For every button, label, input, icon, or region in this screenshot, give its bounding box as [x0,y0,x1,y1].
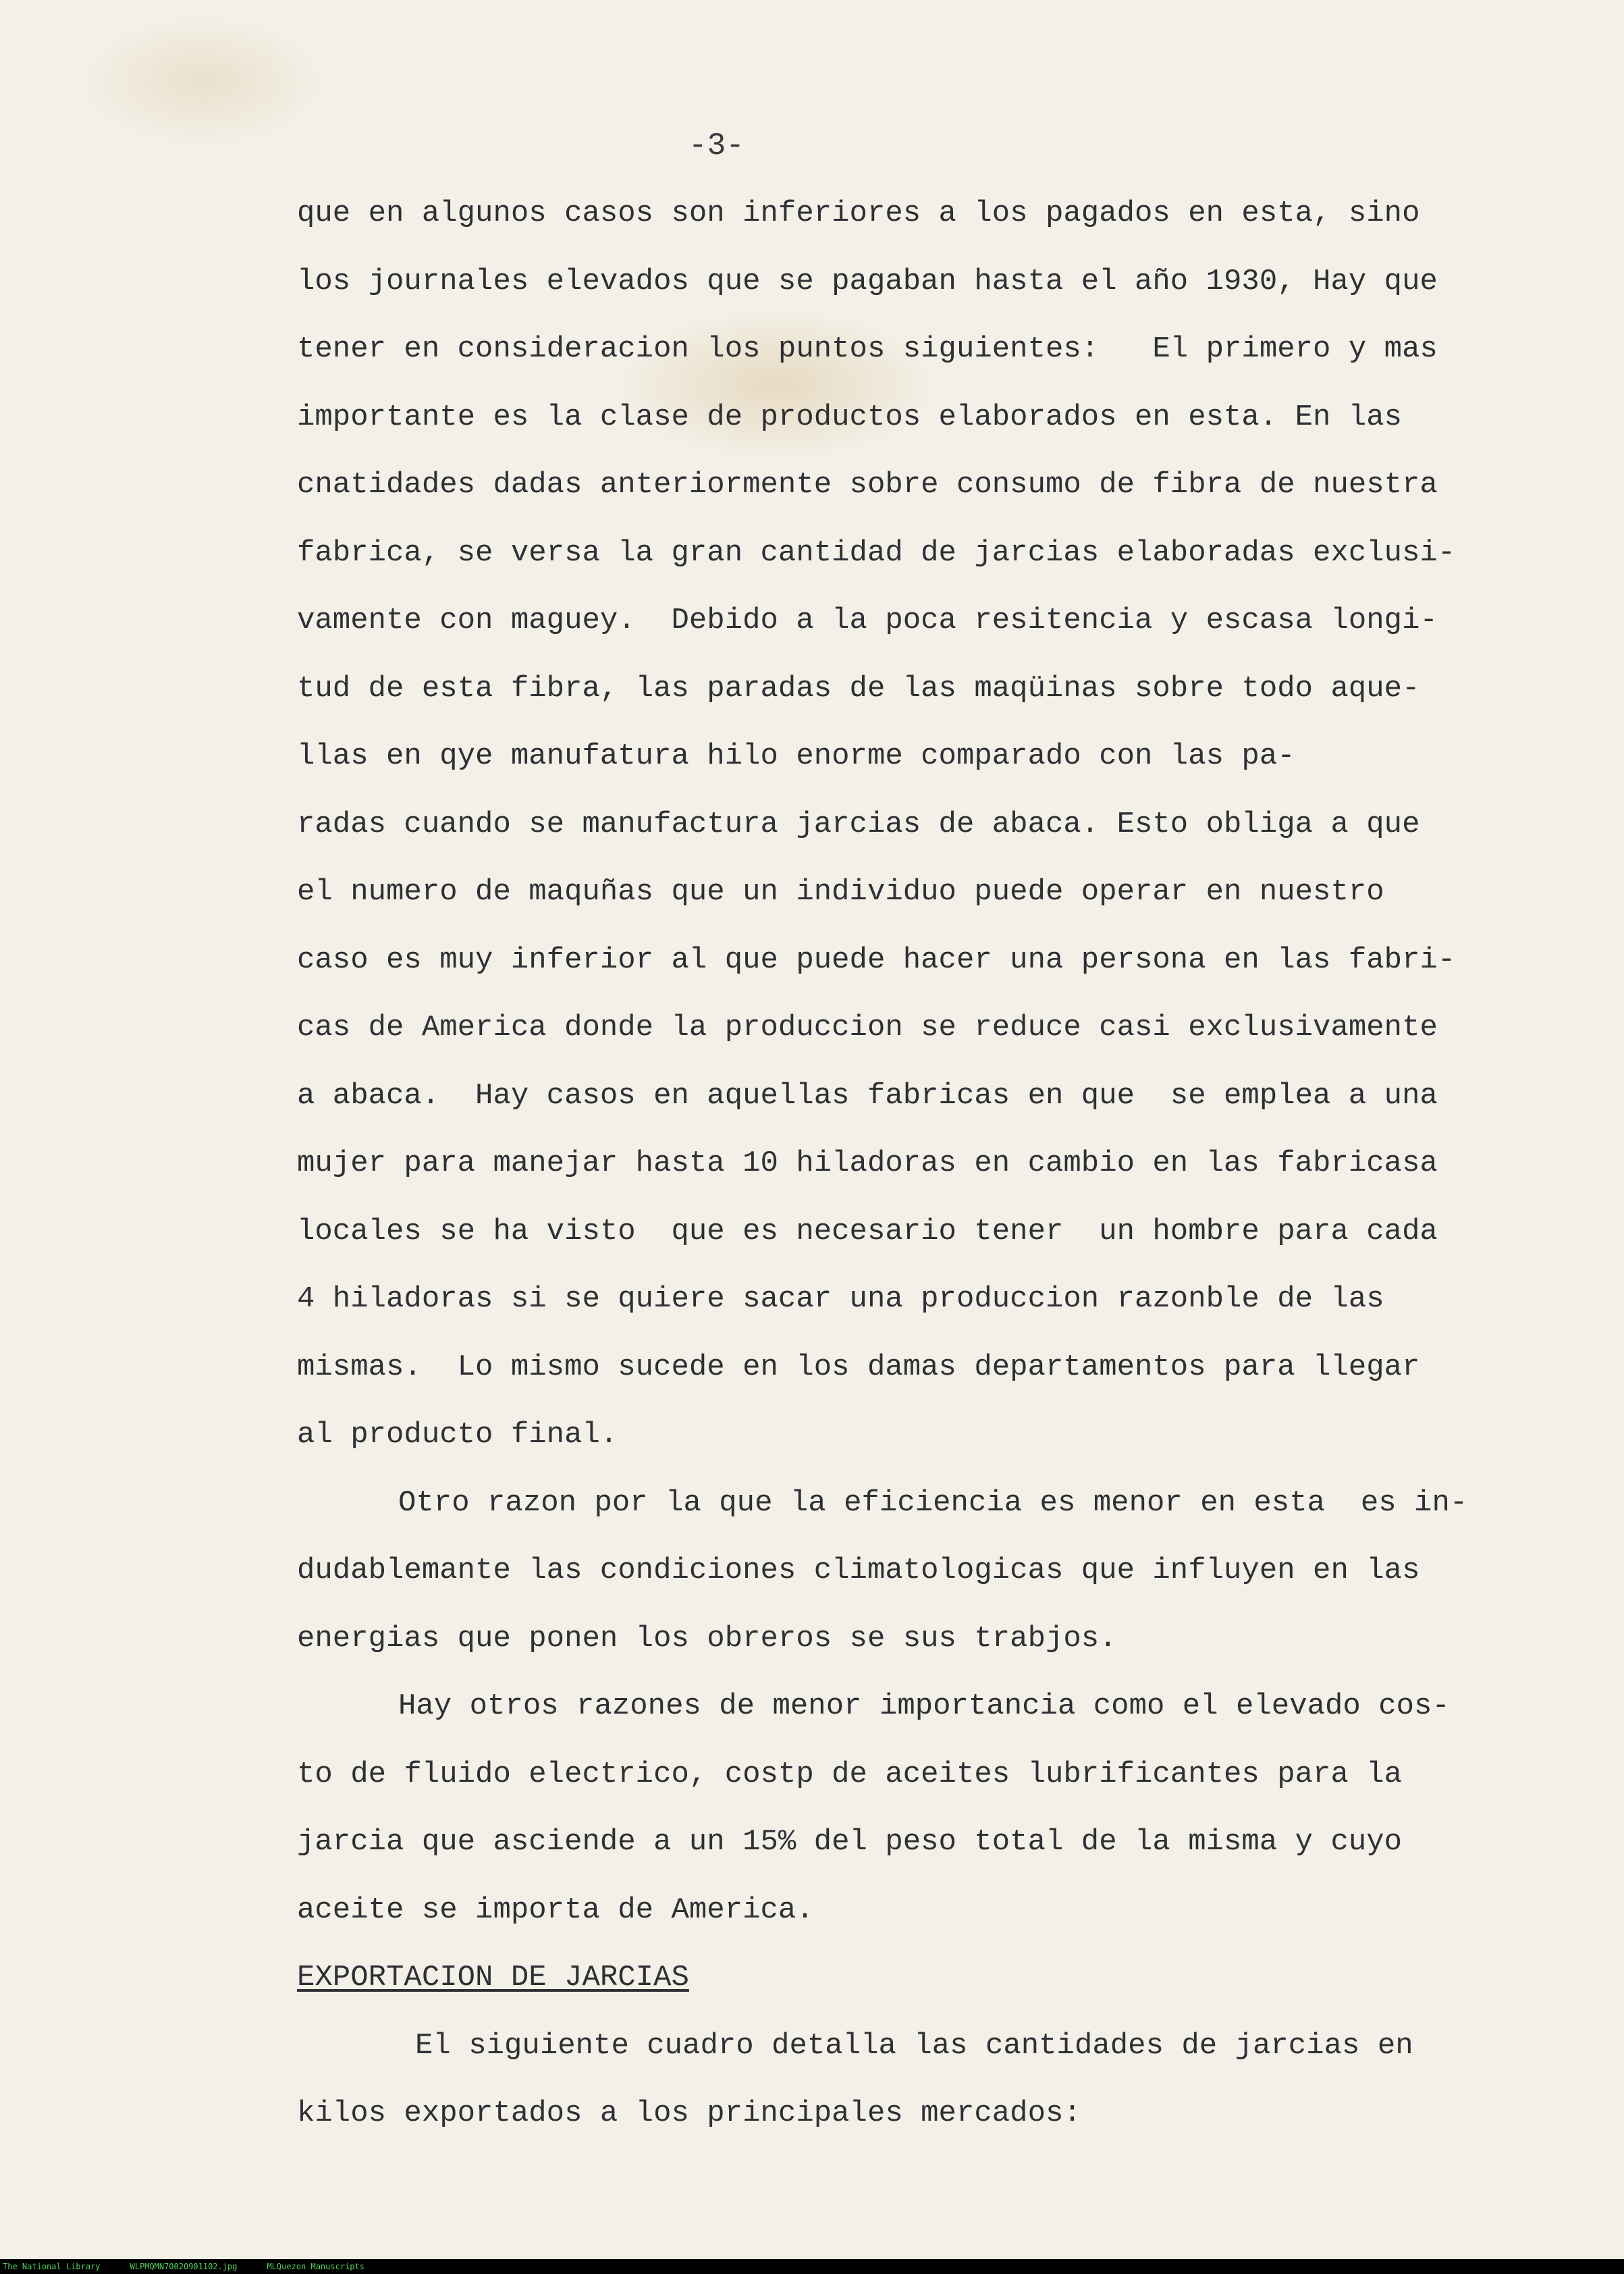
text-line: los journales elevados que se pagaban hasta el año 1930, Hay que [297,264,1438,298]
page-number: -3- [688,128,745,163]
text-line: cnatidades dadas anteriormente sobre consumo de fibra de nuestra [297,468,1438,502]
footer-collection: MLQuezon Manuscripts [267,2262,364,2271]
text-line: el numero de maquñas que un individuo puede operar en nuestro [297,875,1384,909]
text-line: importante es la clase de productos elaborados en esta. En las [297,400,1403,434]
text-line: radas cuando se manufactura jarcias de abaca. Esto obliga a que [297,807,1420,841]
text-line: energias que ponen los obreros se sus trabjos. [297,1621,1117,1656]
text-line: llas en qye manufatura hilo enorme comparado con las pa- [297,739,1295,773]
section-heading-line [297,1953,1444,2021]
text-line: al producto final. [297,1418,618,1452]
text-line: cas de America donde la produccion se reduce casi exclusivamente [297,1011,1438,1045]
text-line: locales se ha visto que es necesario tener un hombre para cada [297,1214,1438,1248]
text-line: vamente con maguey. Debido a la poca resitencia y escasa longi- [297,604,1438,637]
section-heading: EXPORTACION DE JARCIAS [297,1961,689,1994]
text-line: Otro razon por la que la eficiencia es menor en esta es in- [398,1485,1468,1520]
text-line: tener en consideracion los puntos siguientes: El primero y mas [297,332,1438,366]
text-line: fabrica, se versa la gran cantidad de jarcias elaboradas exclusi- [297,535,1456,570]
text-line: jarcia que asciende a un 15% del peso total de la misma y cuyo [297,1825,1403,1859]
text-line: a abaca. Hay casos en aquellas fabricas en que se emplea a una [297,1078,1438,1113]
text-line: caso es muy inferior al que puede hacer una persona en las fabri- [297,943,1456,977]
text-line: to de fluido electrico, costp de aceites lubrificantes para la [297,1757,1403,1791]
text-line: tud de esta fibra, las paradas de las maqüinas sobre todo aque- [297,671,1420,706]
text-line: 4 hiladoras si se quiere sacar una produccion razonble de las [297,1282,1384,1316]
footer-strip [0,2259,1624,2274]
text-line: Hay otros razones de menor importancia como el elevado cos- [398,1689,1450,1723]
document-body [297,189,1468,2157]
text-line: dudablemante las condiciones climatologicas que influyen en las [297,1554,1420,1587]
footer-filename: WLPMQMN70020901102.jpg [130,2262,238,2271]
text-line: kilos exportados a los principales mercados: [297,2096,1081,2130]
text-line: aceite se importa de America. [297,1893,814,1927]
text-line: que en algunos casos son inferiores a los pagados en esta, sino [297,196,1420,230]
text-line: mujer para manejar hasta 10 hiladoras en cambio en las fabricasa [297,1146,1438,1180]
text-line: mismas. Lo mismo sucede en los damas departamentos para llegar [297,1350,1420,1384]
footer-library: The National Library [3,2262,101,2271]
text-line: El siguiente cuadro detalla las cantidades de jarcias en [415,2028,1413,2063]
